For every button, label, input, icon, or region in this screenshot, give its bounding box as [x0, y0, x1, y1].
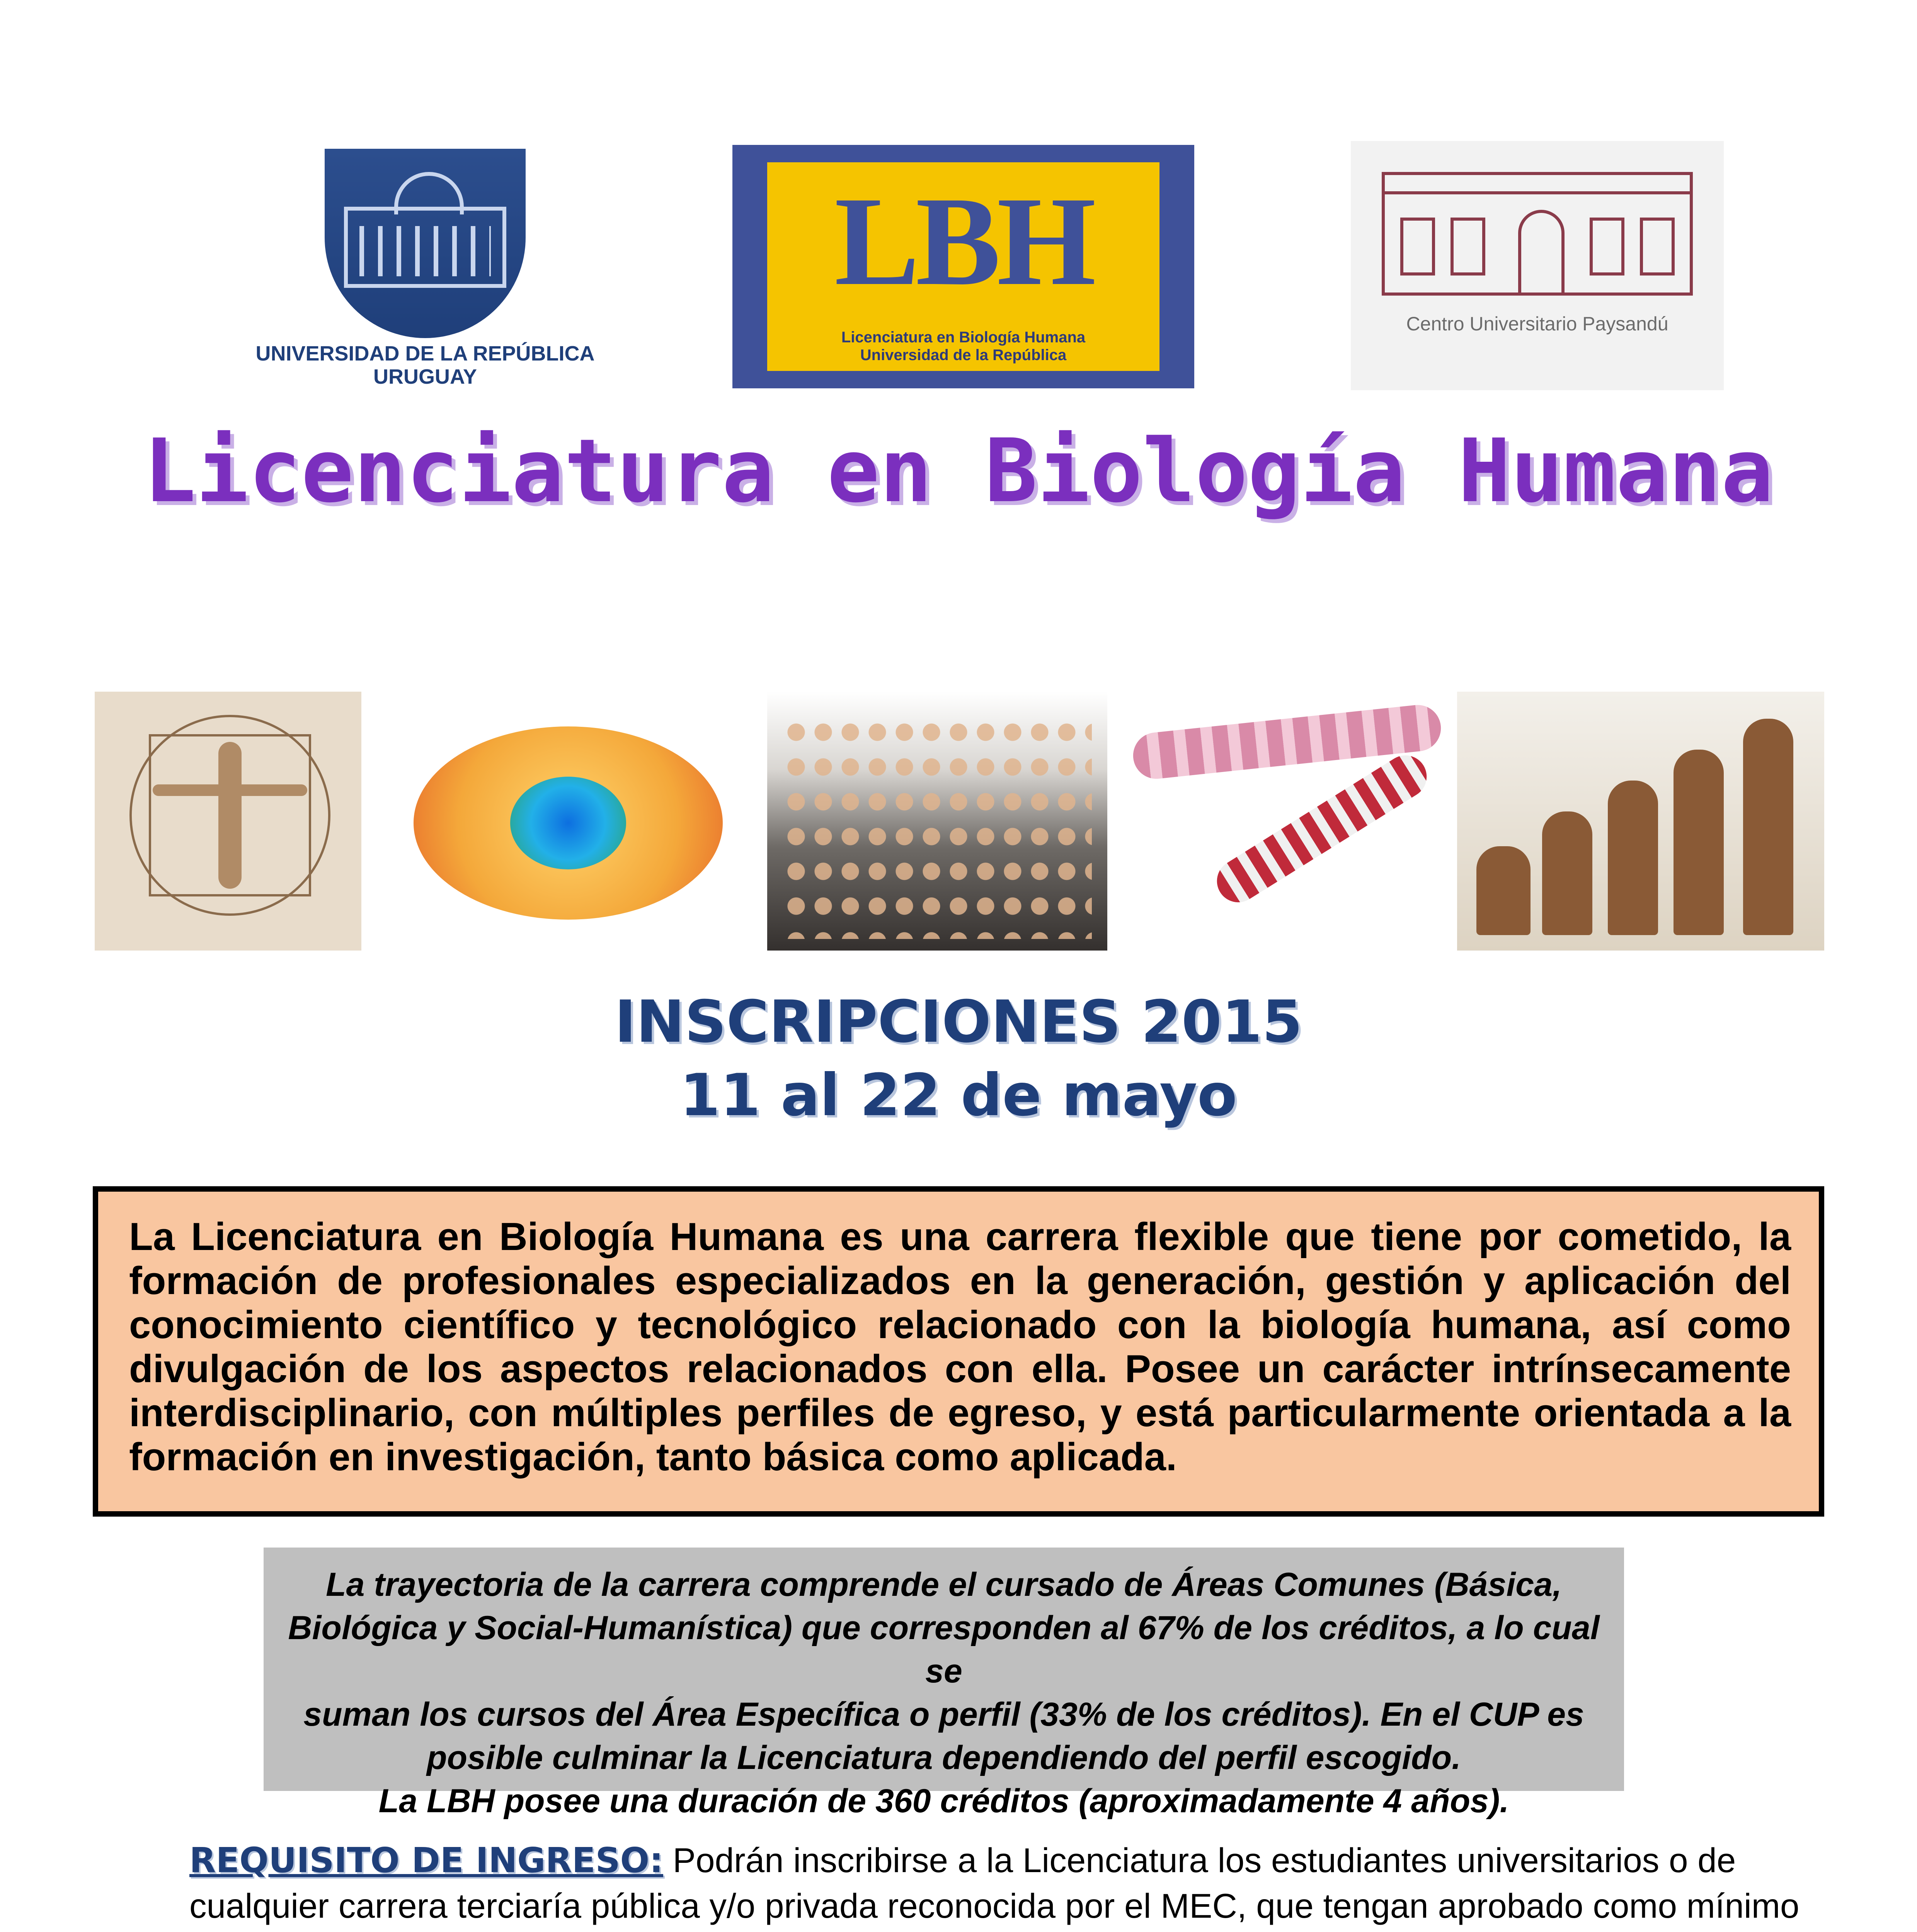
udelar-logo-text: UNIVERSIDAD DE LA REPÚBLICA URUGUAY: [255, 342, 595, 388]
udelar-logo: [209, 149, 642, 396]
description-box: [93, 1186, 1824, 1517]
requisite-text: Podrán inscribirse a la Licenciatura los estudiantes universitarios o de cualquier carrera terciaría pública y/o privada reconocida por el MEC, que tengan aprobado como mínimo: [189, 1841, 1800, 1925]
page-title: Licenciatura en Biología Humana: [143, 420, 1774, 522]
cup-logo: [1351, 141, 1724, 390]
lbh-logo-mark: LBH: [834, 171, 1092, 312]
description-text: La Licenciatura en Biología Humana es una carrera flexible que tiene por cometido, la formación de profesionales especializados en la generación, gestión y aplicación del conocimiento científico y tecnológico relacionado con la biología humana, así como divulgación de los aspectos relacionados con ella. Posee un carácter intrínsecamente interdisciplinario, con múltiples perfiles de egreso, y está particularmente orientada a la formación en investigación, tanto básica como aplicada.: [129, 1215, 1791, 1479]
cup-logo-text: Centro Universitario Paysandú: [1406, 313, 1668, 335]
requisite-paragraph: [189, 1837, 1801, 1932]
udelar-seal-icon: [325, 149, 526, 338]
inscriptions-heading: INSCRIPCIONES 2015: [615, 988, 1302, 1056]
lbh-logo-subtitle: Licenciatura en Biología Humana Universidad de la República: [841, 329, 1086, 364]
human-evolution-image: [1457, 692, 1824, 951]
vitruvian-man-image: [95, 692, 361, 951]
inscriptions-dates: 11 al 22 de mayo: [680, 1062, 1237, 1129]
cell-image: [386, 692, 754, 951]
trajectory-box: [264, 1548, 1624, 1820]
dna-helix-image: [1117, 692, 1465, 951]
requisite-label: REQUISITO DE INGRESO:: [189, 1840, 663, 1880]
cup-building-icon: [1382, 172, 1693, 296]
lbh-logo: [732, 145, 1194, 388]
trajectory-text: La trayectoria de la carrera comprende el cursado de Áreas Comunes (Básica, Biológica y Social-Humanística) que corresponden al 67% de los créditos, a lo cual se suman los cursos del Área Específica o perfil (33% de los créditos). En el CUP es posible culminar la Licenciatura dependiendo del perfil escogido. La LBH posee una duración de 360 créditos (aproximadamente 4 años).: [288, 1566, 1600, 1820]
crowd-image: [767, 692, 1107, 951]
